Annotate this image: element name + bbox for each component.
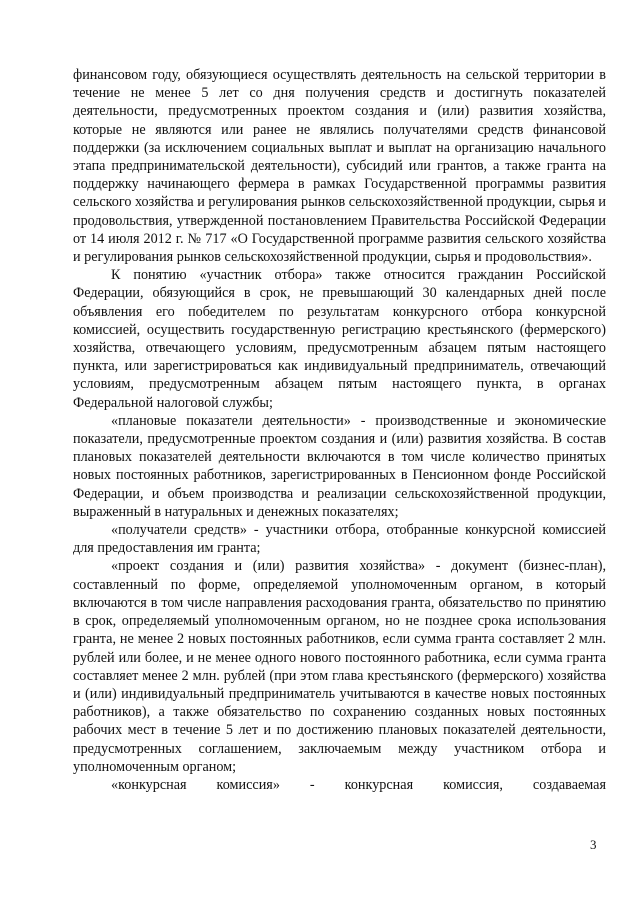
paragraph-planned-indicators: «плановые показатели деятельности» - производственные и экономические показатели, предусмотренные проектом создания и (или) развития хозяйства. В состав плановых показателей деятельности включаются в том числе количество принятых новых постоянных работников, зарегистрированных в Пенсионном фонде Российской Федерации, и объем производства и реализации сельскохозяйственной продукции, выраженный в натуральных и денежных показателях; (73, 412, 606, 520)
paragraph-commission: «конкурсная комиссия» - конкурсная комиссия, создаваемая (111, 776, 606, 793)
paragraph-continuation: финансовом году, обязующиеся осуществлять деятельность на сельской территории в течение не менее 5 лет со дня получения средств и достигнуть показателей деятельности, предусмотренных проектом создания и (или) развития хозяйства, которые не являются или ранее не являлись получателями средств финансовой поддержки (за исключением социальных выплат и выплат на организацию начального этапа предпринимательской деятельности), субсидий или грантов, а также гранта на поддержку начинающего фермера в рамках Государственной программы развития сельского хозяйства и регулирования рынков сельскохозяйственной продукции, сырья и продовольствия, утвержденной постановлением Правительства Российской Федерации от 14 июля 2012 г. № 717 «О Государственной программе развития сельского хозяйства и регулирования рынков сельскохозяйственной продукции, сырья и продовольствия». (73, 67, 606, 266)
paragraph-business-plan: «проект создания и (или) развития хозяйства» - документ (бизнес-план), составленный по форме, определяемой уполномоченным органом, в который включаются в том числе направления расходования гранта, обязательство по принятию в срок, определяемый уполномоченным органом, но не позднее срока использования гранта, не менее 2 новых постоянных работников, если сумма гранта составляет 2 млн. рублей или более, и не менее одного нового постоянного работника, если сумма гранта составляет менее 2 млн. рублей (при этом глава крестьянского (фермерского) хозяйства и (или) индивидуальный предприниматель учитываются в качестве новых постоянных работников), а также обязательство по сохранению созданных новых постоянных рабочих мест в течение 5 лет и по достижению плановых показателей деятельности, предусмотренных соглашением, заключаемым между участником отбора и уполномоченным органом; (73, 558, 606, 775)
paragraph-participant-definition: К понятию «участник отбора» также относится гражданин Российской Федерации, обязующийся в срок, не превышающий 30 календарных дней после объявления его победителем по результатам конкурсного отбора конкурсной комиссией, осуществить государственную регистрацию крестьянского (фермерского) хозяйства, отвечающего условиям, предусмотренным абзацем пятым настоящего пункта, или зарегистрироваться как индивидуальный предприниматель, отвечающий условиям, предусмотренным абзацем пятым настоящего пункта, в органах Федеральной налоговой службы; (73, 267, 606, 411)
page-number: 3 (590, 837, 597, 852)
document-body (73, 66, 606, 794)
paragraph-recipients: «получатели средств» - участники отбора, отобранные конкурсной комиссией для предоставления им гранта; (73, 522, 606, 557)
